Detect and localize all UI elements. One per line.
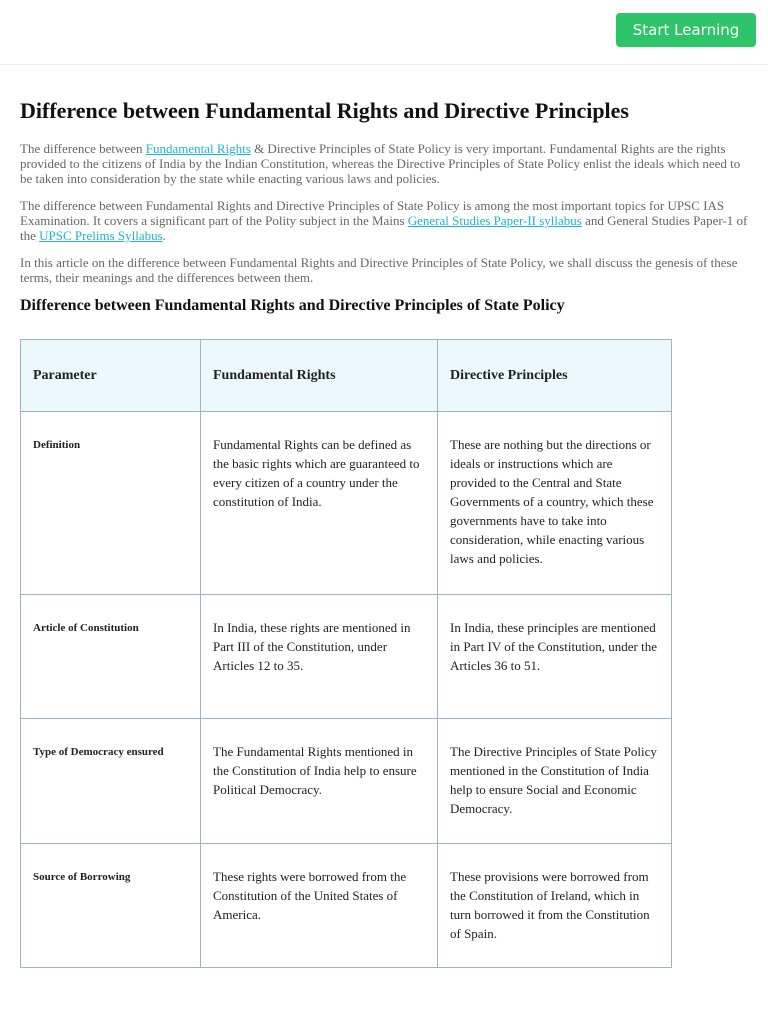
intro-paragraph-1 <box>20 141 748 186</box>
upsc-prelims-syllabus-link[interactable]: UPSC Prelims Syllabus <box>39 228 163 243</box>
page-title: Difference between Fundamental Rights and Directive Principles <box>20 98 629 123</box>
cell: These rights were borrowed from the Constitution of the United States of America. <box>201 844 438 968</box>
intro-paragraph-3: In this article on the difference between Fundamental Rights and Directive Principles of State Policy, we shall discuss the genesis of these terms, their meanings and the differences between them. <box>20 255 738 285</box>
text: & Directive Principles of State Policy is very important. Fundamental Rights are the rights provided to the citizens of India by the Indian Constitution, whereas the Directive Principles of State Policy enlist the ideals which need to be taken into consideration by the state while enacting various laws and policies. <box>20 141 741 186</box>
text: . <box>162 228 166 243</box>
cell: In India, these rights are mentioned in Part III of the Constitution, under Articles 12 to 35. <box>201 595 438 719</box>
gs-paper-2-link[interactable]: General Studies Paper-II syllabus <box>407 213 582 228</box>
cell: Fundamental Rights can be defined as the basic rights which are guaranteed to every citizen of a country under the constitution of India. <box>201 412 438 595</box>
text: The difference between Fundamental Rights and Directive Principles of State Policy is among the most important topics for UPSC IAS Examination. It covers a significant part of the Polity subject in the Mains <box>20 198 725 228</box>
row-label: Source of Borrowing <box>21 844 201 968</box>
table-row <box>21 844 672 968</box>
section-heading: Difference between Fundamental Rights and Directive Principles of State Policy <box>20 297 565 314</box>
cell: These provisions were borrowed from the Constitution of Ireland, which in turn borrowed it from the Constitution of Spain. <box>438 844 672 968</box>
text: The difference between <box>20 141 146 156</box>
start-learning-button[interactable]: Start Learning <box>616 13 756 47</box>
header-parameter: Parameter <box>21 340 201 412</box>
row-label: Type of Democracy ensured <box>21 719 201 844</box>
header-fundamental-rights: Fundamental Rights <box>201 340 438 412</box>
table-row <box>21 595 672 719</box>
cell: The Directive Principles of State Policy mentioned in the Constitution of India help to ensure Social and Economic Democracy. <box>438 719 672 844</box>
cell: In India, these principles are mentioned in Part IV of the Constitution, under the Articles 36 to 51. <box>438 595 672 719</box>
text: and General Studies Paper-1 of the <box>20 213 748 243</box>
intro-paragraph-2 <box>20 198 748 243</box>
row-label: Definition <box>21 412 201 595</box>
cell: These are nothing but the directions or ideals or instructions which are provided to the Central and State Governments of a country, which these governments have to take into consideration, while enacting various laws and policies. <box>438 412 672 595</box>
fundamental-rights-link[interactable]: Fundamental Rights <box>145 141 251 156</box>
table-row <box>21 719 672 844</box>
comparison-table <box>20 339 672 968</box>
table-header-row <box>21 340 672 412</box>
cell: The Fundamental Rights mentioned in the Constitution of India help to ensure Political Democracy. <box>201 719 438 844</box>
table-row <box>21 412 672 595</box>
header-directive-principles: Directive Principles <box>438 340 672 412</box>
top-bar <box>0 0 768 65</box>
row-label: Article of Constitution <box>21 595 201 719</box>
